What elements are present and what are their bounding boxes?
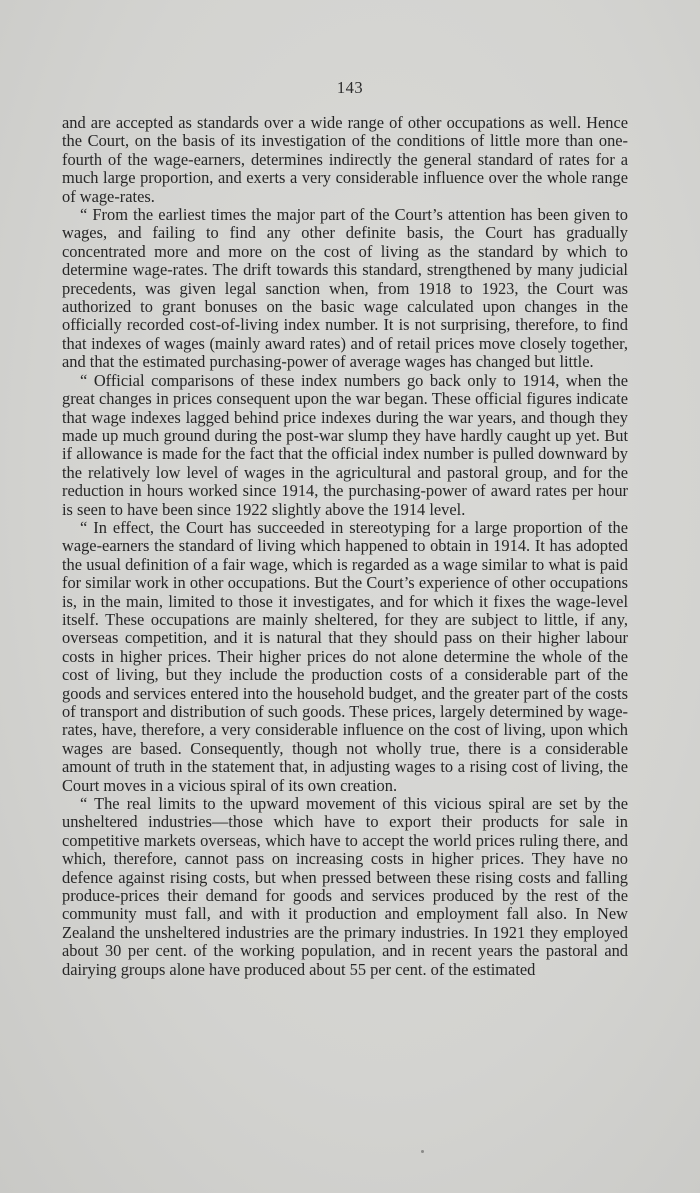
paragraph: “ From the earliest times the major part of the Court’s attention has been given to wages, and failing to find any other definite basis, the Court has gradually concentrated more and more on the cost of living as the standard by which to determine wage-rates. The drift towards this standard, strengthened by many judicial precedents, was given legal sanction when, from 1918 to 1923, the Court was authorized to grant bonuses on the basic wage calculated upon changes in the officially recorded cost-of-living index number. It is not surprising, therefore, to find that indexes of wages (mainly award rates) and of retail prices move closely together, and that the estimated purchasing-power of average wages has changed but little. xyxy=(62,205,628,372)
paragraph: “ Official comparisons of these index numbers go back only to 1914, when the great changes in prices consequent upon the war began. These official figures indicate that wage indexes lagged behind price indexes during the war years, and though they made up much ground during the post-war slump they have hardly caught up yet. But if allowance is made for the fact that the official index number is pulled downward by the relatively low level of wages in the agricultural and pastoral group, and for the reduction in hours worked since 1914, the purchasing-power of award rates per hour is seen to have been since 1922 slightly above the 1914 level. xyxy=(62,370,628,519)
body-text xyxy=(62,114,628,979)
page-number: 143 xyxy=(336,78,364,97)
paragraph: and are accepted as standards over a wide range of other occupations as well. Hence the Court, on the basis of its investigation of the conditions of little more than one-fourth of the wage-earners, determines indirectly the general standard of rates for a much large proportion, and exerts a very considerable influence over the whole range of wage-rates. xyxy=(62,113,628,206)
paragraph: “ The real limits to the upward movement of this vicious spiral are set by the unsheltered industries—those which have to export their products for sale in competitive markets overseas, which have to accept the world prices ruling there, and which, therefore, cannot pass on increasing costs in higher prices. They have no defence against rising costs, but when pressed between these rising costs and falling produce-prices their demand for goods and services produced by the rest of the community must fall, and with it production and employment fall also. In New Zealand the unsheltered industries are the primary industries. In 1921 they employed about 30 per cent. of the working population, and in recent years the pastoral and dairying groups alone have produced about 55 per cent. of the estimated xyxy=(62,794,628,979)
paragraph: “ In effect, the Court has succeeded in stereotyping for a large proportion of the wage-earners the standard of living which happened to obtain in 1914. It has adopted the usual definition of a fair wage, which is regarded as a wage similar to what is paid for similar work in other occupations. But the Court’s experience of other occupations is, in the main, limited to those it investigates, and for which it fixes the wage-level itself. These occupations are mainly sheltered, for they are subject to little, if any, overseas competition, and it is natural that they should pass on their higher labour costs in higher prices. Their higher prices do not alone determine the whole of the cost of living, but they include the production costs of a considerable part of the goods and services entered into the household budget, and the greater part of the costs of transport and distribution of such goods. These prices, largely determined by wage-rates, have, therefore, a very considerable influence on the cost of living, upon which wages are based. Consequently, though not wholly true, there is a considerable amount of truth in the statement that, in adjusting wages to a rising cost of living, the Court moves in a vicious spiral of its own creation. xyxy=(62,517,628,795)
paper-speck xyxy=(421,1150,424,1153)
